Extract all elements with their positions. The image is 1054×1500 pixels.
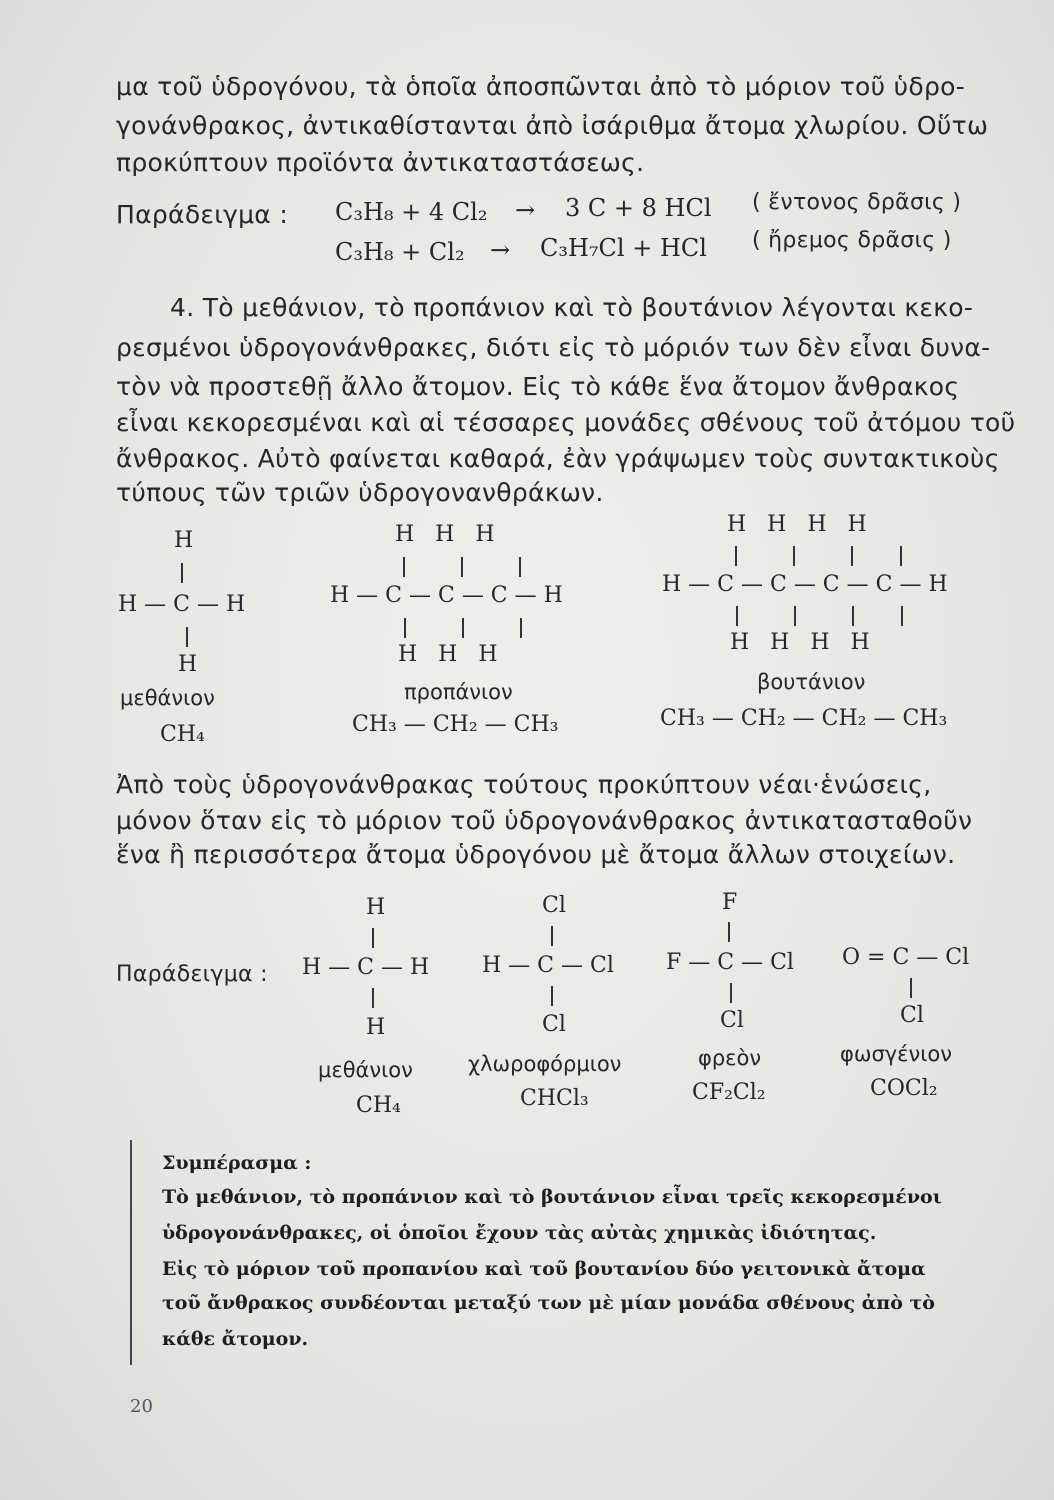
conclusion-line-5: κάθε ἄτομον. <box>162 1328 309 1350</box>
methane-name: μεθάνιον <box>120 686 215 710</box>
chloroform-name: χλωροφόρμιον <box>468 1052 622 1076</box>
para4-line-4: εἶναι κεκορεσμέναι καὶ αἱ τέσσαρες μονάδες σθένους τοῦ ἀτόμου τοῦ <box>116 408 1016 437</box>
intro-line-3: προκύπτουν προϊόντα ἀντικαταστάσεως. <box>116 148 645 177</box>
propane-formula: CH₃ — CH₂ — CH₃ <box>352 712 559 737</box>
equation-1-arrow: → <box>515 196 536 224</box>
freon-formula: CF₂Cl₂ <box>692 1080 766 1105</box>
phosgene-name: φωσγένιον <box>840 1042 952 1066</box>
intro-line-1: μα τοῦ ὑδρογόνου, τὰ ὁποῖα ἀποσπῶνται ἀπὸ τὸ μόριον τοῦ ὑδρο- <box>116 72 966 101</box>
equation-2-arrow: → <box>490 236 511 264</box>
phosgene-formula: COCl₂ <box>870 1076 938 1101</box>
conclusion-line-1: Τὸ μεθάνιον, τὸ προπάνιον καὶ τὸ βουτάνιον εἶναι τρεῖς κεκορεσμένοι <box>162 1186 942 1208</box>
book-page: μα τοῦ ὑδρογόνου, τὰ ὁποῖα ἀποσπῶνται ἀπὸ τὸ μόριον τοῦ ὑδρο- γονάνθρακος, ἀντικαθίστανται ἀπὸ ἰσάριθμα ἄτομα χλωρίου. Οὕτω προκύπτουν προϊόντα ἀντικαταστάσεως. Παράδειγμα : C₃H₈ + 4 Cl₂ → 3 C + 8 HCl ( ἔντονος δρᾶσις ) C₃H₈ + Cl₂ → C₃H₇Cl + HCl ( ἤρεμος δρᾶσις ) 4. Τὸ μεθάνιον, τὸ προπάνιον καὶ τὸ βουτάνιον λέγονται κεκο- ρεσμένοι ὑδρογονάνθρακες, διότι εἰς τὸ μόριόν των δὲν εἶναι δυνα- τὸν νὰ προστεθῇ ἄλλο ἄτομον. Εἰς τὸ κάθε ἕνα ἄτομον ἄνθρακος εἶναι κεκορεσμέναι καὶ αἱ τέσσαρες μονάδες σθένους τοῦ ἀτόμου τοῦ ἄνθρακος. Αὐτὸ φαίνεται καθαρά, ἐὰν γράψωμεν τοὺς συντακτικοὺς τύπους τῶν τριῶν ὑδρογονανθράκων. H H — C — H H μεθάνιον CH₄ H H H H — C — C — C — H H H H προπάνιον CH₃ — CH₂ — CH₃ H H H H H — C — C — C — C — H H H H H βουτάνιον CH₃ — CH₂ — CH₂ — CH₃ Ἀπὸ τοὺς ὑδρογονάνθρακας τούτους προκύπτουν νέαι·ἑνώσεις, μόνον ὅταν εἰς τὸ μόριον τοῦ ὑδρογονάνθρακος ἀντικατασταθοῦν ἕνα ἢ περισσότερα ἄτομα ὑδρογόνου μὲ ἄτομα ἄλλων στοιχείων. Παράδειγμα : H H — C — H H μεθάνιον CH₄ Cl H — C — Cl Cl χλωροφόρμιον CHCl₃ F F — C — Cl Cl φρεὸν CF₂Cl₂ O = C — Cl Cl φωσγένιον COCl₂ Συμπέρασμα : Τὸ μεθάνιον, τὸ προπάνιον καὶ τὸ βουτάνιον εἶναι τρεῖς κεκορεσμένοι ὑδρογονάνθρακες, οἱ ὁποῖοι ἔχουν τὰς αὐτὰς χημικὰς ἰδιότητας. Εἰς τὸ μόριον τοῦ προπανίου καὶ τοῦ βουτανίου δύο γειτονικὰ ἄτομα τοῦ ἄνθρακος συνδέονται μεταξύ των μὲ μίαν μονάδα σθένους ἀπὸ τὸ κάθε ἄτομον. 20 <box>0 0 1054 1500</box>
para5-line-2: μόνον ὅταν εἰς τὸ μόριον τοῦ ὑδρογονάνθρακος ἀντικατασταθοῦν <box>116 806 973 835</box>
example-2-label: Παράδειγμα : <box>116 962 268 987</box>
methane-formula: CH₄ <box>160 722 205 747</box>
methane-2-name: μεθάνιον <box>318 1058 413 1082</box>
para5-line-1: Ἀπὸ τοὺς ὑδρογονάνθρακας τούτους προκύπτουν νέαι·ἑνώσεις, <box>116 770 932 799</box>
equation-1-note: ( ἔντονος δρᾶσις ) <box>752 190 962 215</box>
conclusion-line-3: Εἰς τὸ μόριον τοῦ προπανίου καὶ τοῦ βουτανίου δύο γειτονικὰ ἄτομα <box>162 1258 926 1280</box>
conclusion-title: Συμπέρασμα : <box>162 1152 312 1174</box>
conclusion-box <box>130 1140 1002 1365</box>
para4-line-3: τὸν νὰ προστεθῇ ἄλλο ἄτομον. Εἰς τὸ κάθε ἕνα ἄτομον ἄνθρακος <box>116 372 960 401</box>
equation-2-lhs: C₃H₈ + Cl₂ <box>335 238 465 266</box>
freon-name: φρεὸν <box>698 1046 762 1070</box>
para5-line-3: ἕνα ἢ περισσότερα ἄτομα ὑδρογόνου μὲ ἄτομα ἄλλων στοιχείων. <box>116 840 956 869</box>
propane-name: προπάνιον <box>404 680 513 704</box>
chloroform-formula: CHCl₃ <box>520 1086 589 1111</box>
para4-line-1: 4. Τὸ μεθάνιον, τὸ προπάνιον καὶ τὸ βουτάνιον λέγονται κεκο- <box>170 293 974 322</box>
equation-1-rhs: 3 C + 8 HCl <box>565 194 712 222</box>
methane-2-formula: CH₄ <box>356 1093 401 1118</box>
para4-line-6: τύπους τῶν τριῶν ὑδρογονανθράκων. <box>116 478 604 507</box>
conclusion-line-2: ὑδρογονάνθρακες, οἱ ὁποῖοι ἔχουν τὰς αὐτὰς χημικὰς ἰδιότητας. <box>162 1222 877 1244</box>
butane-formula: CH₃ — CH₂ — CH₂ — CH₃ <box>660 706 948 731</box>
butane-name: βουτάνιον <box>757 670 866 694</box>
equation-1-lhs: C₃H₈ + 4 Cl₂ <box>335 198 488 226</box>
page-number: 20 <box>130 1396 153 1417</box>
intro-line-2: γονάνθρακος, ἀντικαθίστανται ἀπὸ ἰσάριθμα ἄτομα χλωρίου. Οὕτω <box>116 111 989 140</box>
example-label: Παράδειγμα : <box>116 200 289 229</box>
para4-line-5: ἄνθρακος. Αὐτὸ φαίνεται καθαρά, ἐὰν γράψωμεν τοὺς συντακτικοὺς <box>116 444 1000 473</box>
equation-2-rhs: C₃H₇Cl + HCl <box>540 234 707 262</box>
conclusion-line-4: τοῦ ἄνθρακος συνδέονται μεταξύ των μὲ μίαν μονάδα σθένους ἀπὸ τὸ <box>162 1292 935 1314</box>
para4-line-2: ρεσμένοι ὑδρογονάνθρακες, διότι εἰς τὸ μόριόν των δὲν εἶναι δυνα- <box>116 333 991 362</box>
equation-2-note: ( ἤρεμος δρᾶσις ) <box>752 228 952 253</box>
